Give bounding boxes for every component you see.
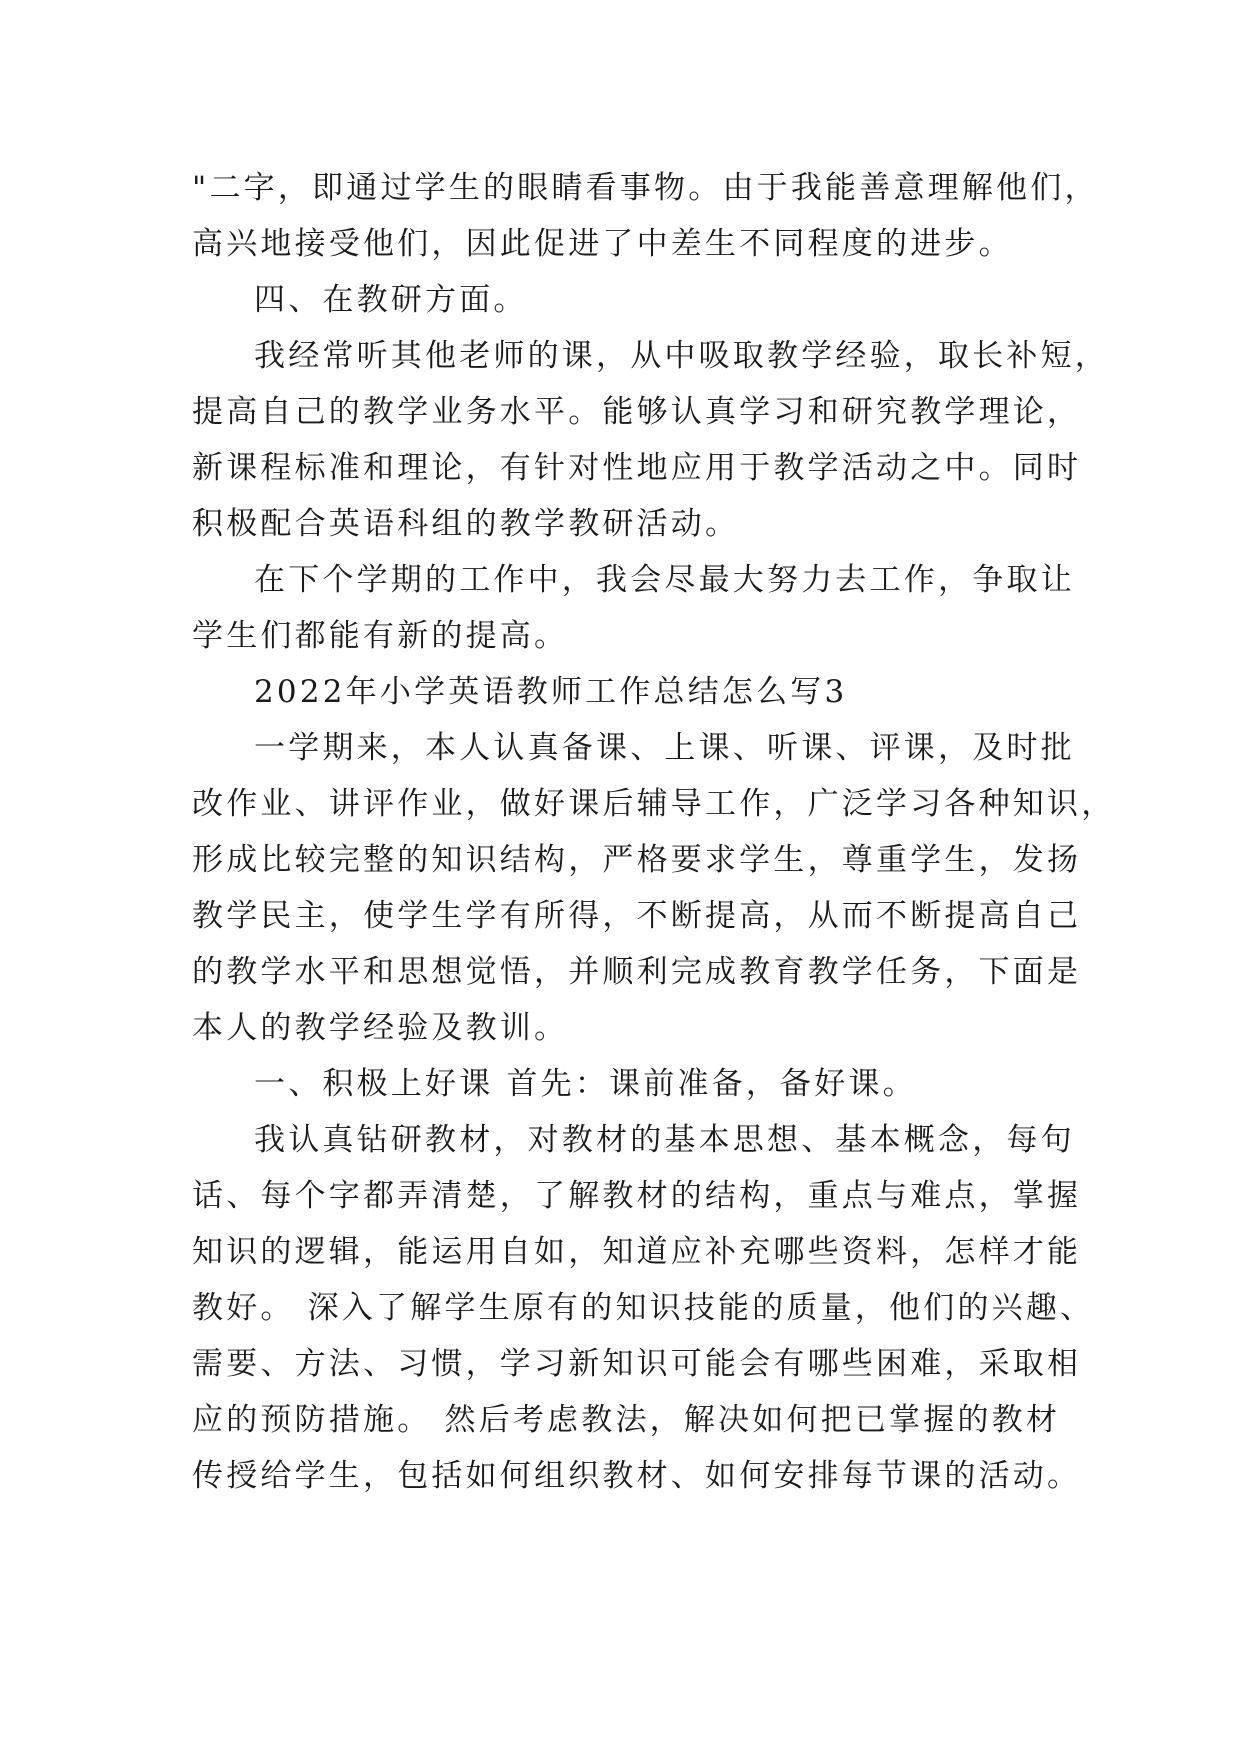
text-line: 积极配合英语科组的教学教研活动。 [192,506,740,542]
text-line: 高兴地接受他们，因此促进了中差生不同程度的进步。 [192,226,1013,262]
text-line: 学生们都能有新的提高。 [192,618,569,654]
text-line: 需要、方法、习惯，学习新知识可能会有哪些困难，采取相 [192,1346,1082,1382]
text-line: 一学期来，本人认真备课、上课、听课、评课，及时批 [254,730,1075,766]
section-heading: 一、积极上好课 首先：课前准备，备好课。 [254,1066,917,1102]
text-line: 教学民主，使学生学有所得，不断提高，从而不断提高自己 [192,898,1082,934]
text-line: 我经常听其他老师的课，从中吸取教学经验，取长补短， [254,338,1109,374]
text-line: 的教学水平和思想觉悟，并顺利完成教育教学任务，下面是 [192,954,1082,990]
text-line: 在下个学期的工作中，我会尽最大努力去工作，争取让 [254,562,1075,598]
text-line: "二字，即通过学生的眼睛看事物。由于我能善意理解他们， [192,170,1099,206]
text-line: 提高自己的教学业务水平。能够认真学习和研究教学理论， [192,394,1082,430]
text-line: 知识的逻辑，能运用自如，知道应补充哪些资料，怎样才能 [192,1234,1082,1270]
text-line: 传授给学生，包括如何组织教材、如何安排每节课的活动。 [192,1458,1082,1494]
text-line: 本人的教学经验及教训。 [192,1010,569,1046]
text-line: 我认真钻研教材，对教材的基本思想、基本概念，每句 [254,1122,1075,1158]
text-line: 应的预防措施。 然后考虑教法，解决如何把已掌握的教材 [192,1402,1061,1438]
article-title: 2022年小学英语教师工作总结怎么写3 [254,674,848,710]
section-heading: 四、在教研方面。 [254,282,528,318]
text-line: 新课程标准和理论，有针对性地应用于教学活动之中。同时 [192,450,1082,486]
document-body [192,160,1116,1504]
text-line: 教好。 深入了解学生原有的知识技能的质量，他们的兴趣、 [192,1290,1095,1326]
text-line: 形成比较完整的知识结构，严格要求学生，尊重学生，发扬 [192,842,1082,878]
text-line: 改作业、讲评作业，做好课后辅导工作，广泛学习各种知识， [192,786,1116,822]
text-line: 话、每个字都弄清楚，了解教材的结构，重点与难点，掌握 [192,1178,1082,1214]
